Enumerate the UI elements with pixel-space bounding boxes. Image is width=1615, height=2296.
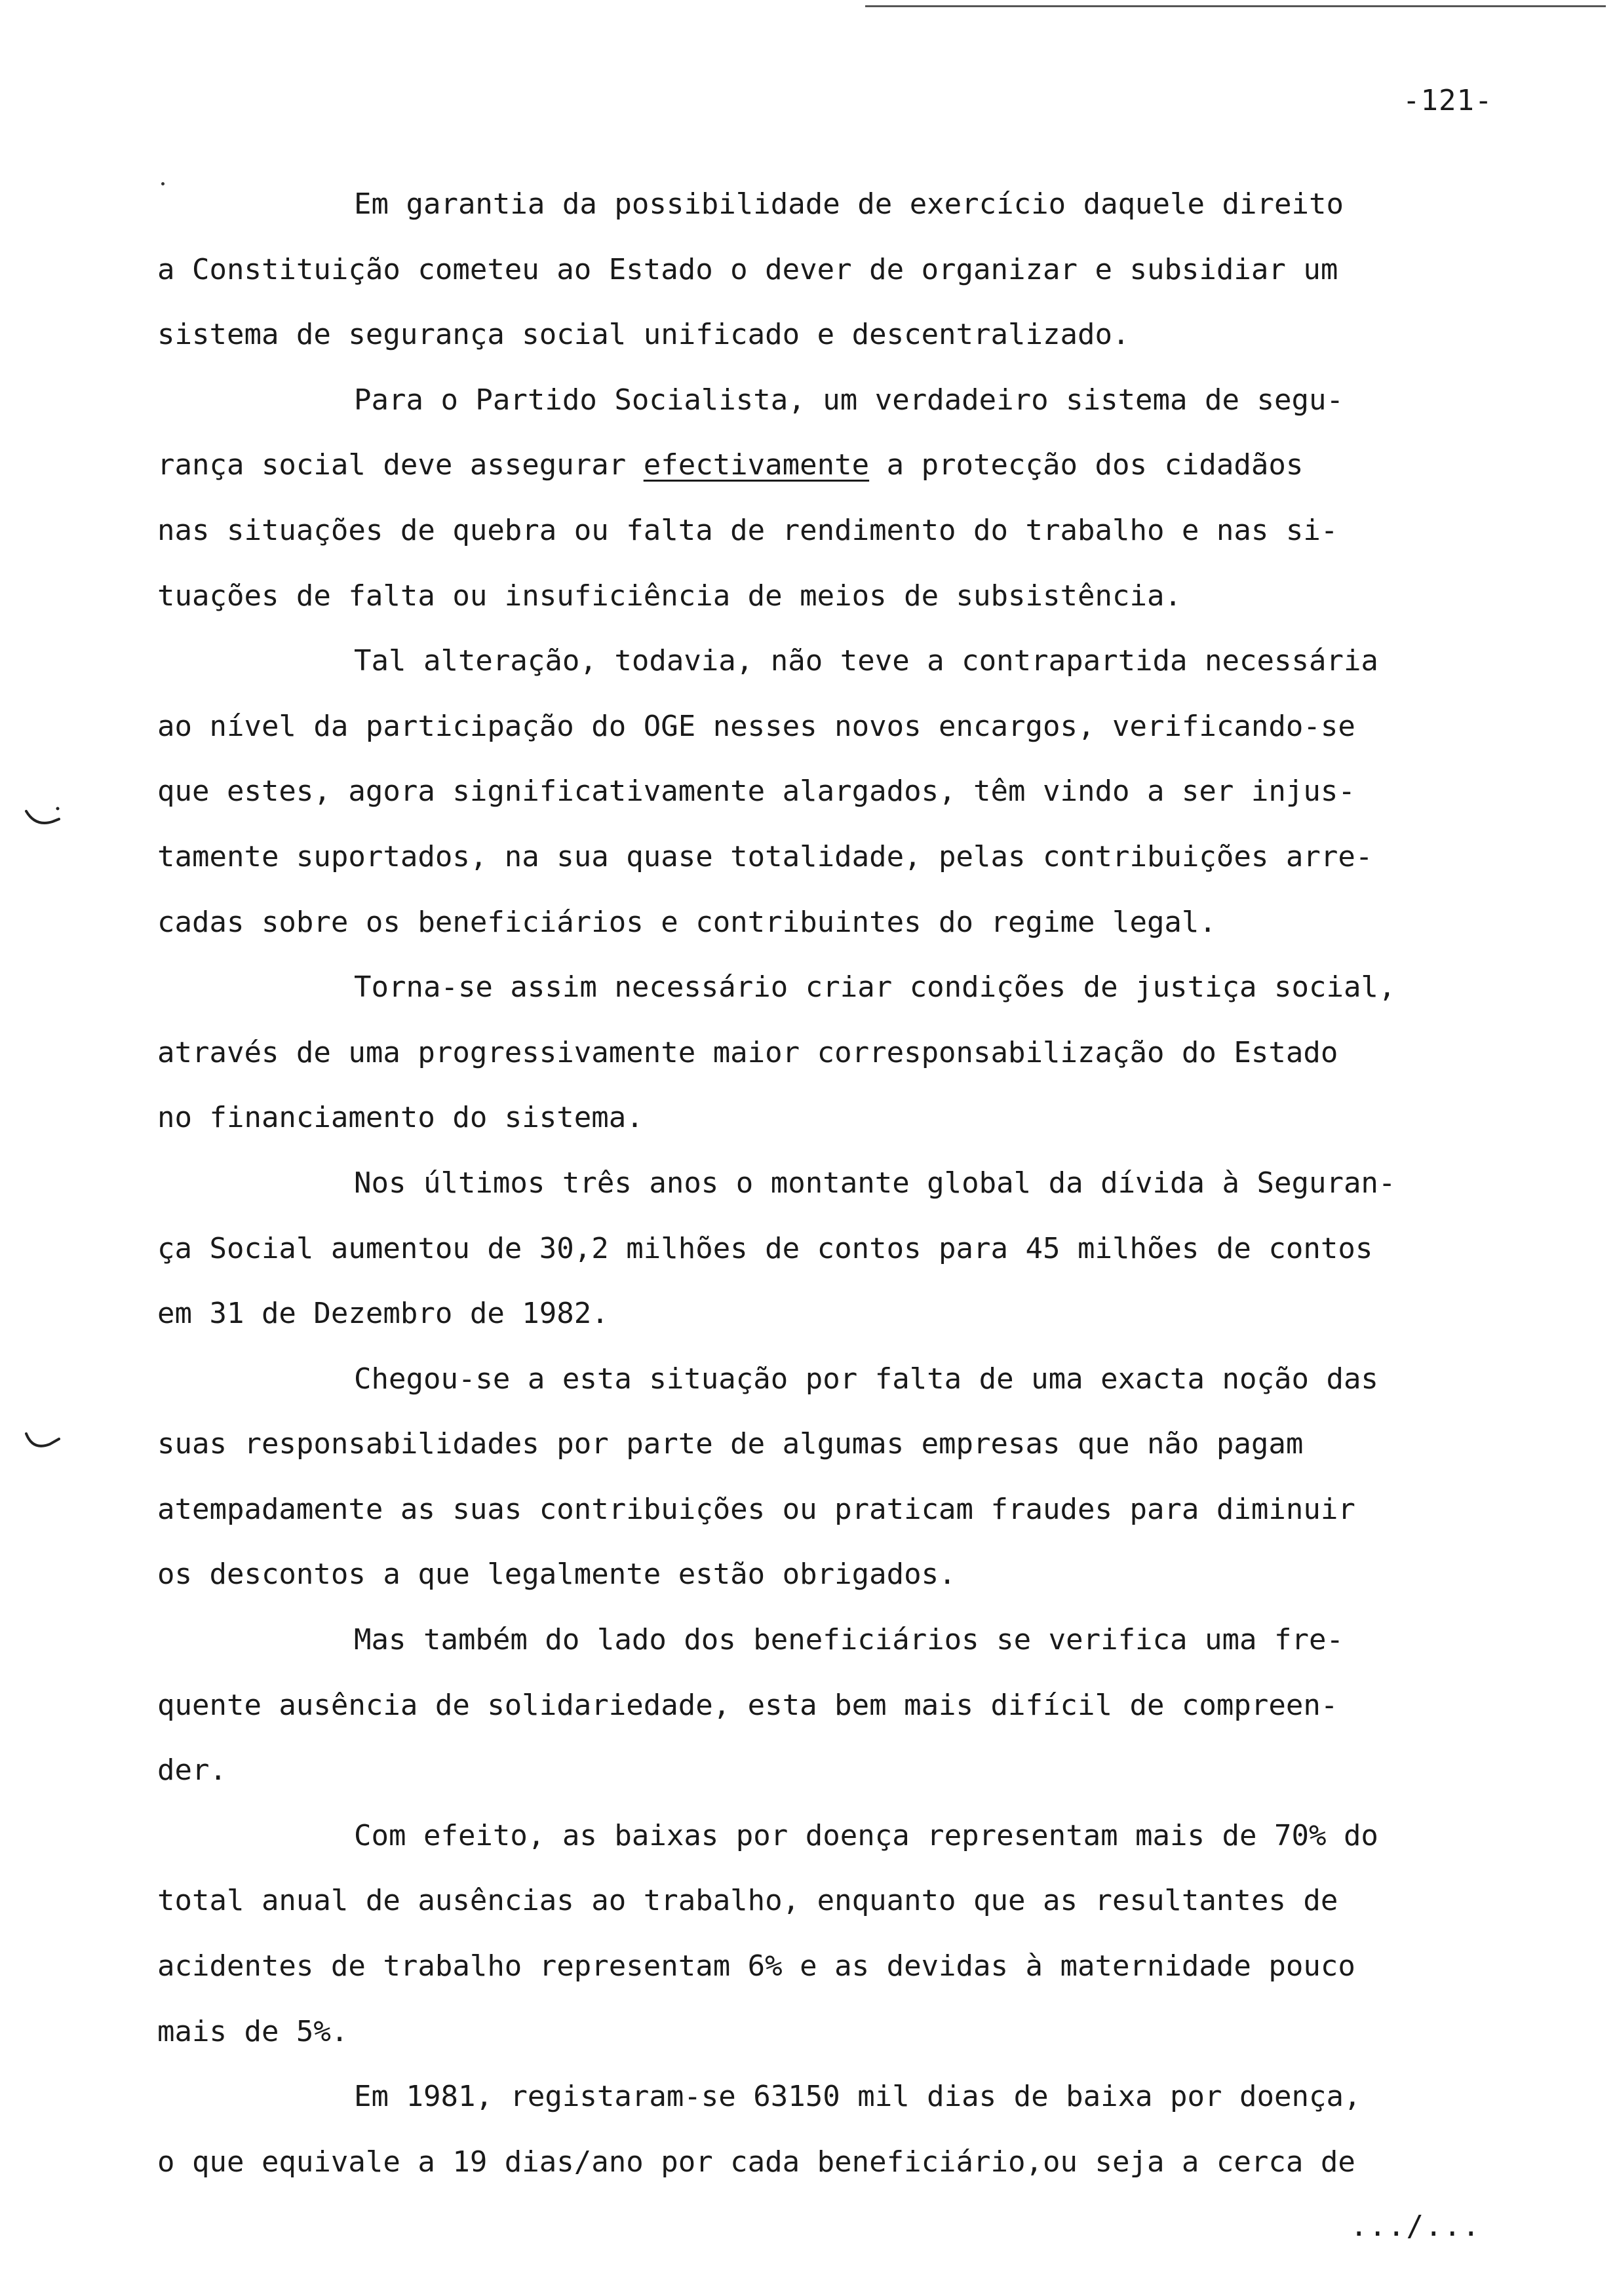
margin-check-mark bbox=[24, 805, 63, 831]
text-line: Para o Partido Socialista, um verdadeiro sistema de segu- bbox=[354, 383, 1344, 417]
page-number: -121- bbox=[1403, 84, 1493, 117]
text-line: Nos últimos três anos o montante global da dívida à Seguran- bbox=[354, 1166, 1396, 1200]
text-line: Em garantia da possibilidade de exercício daquele direito bbox=[354, 187, 1344, 221]
text-line: em 31 de Dezembro de 1982. bbox=[157, 1297, 609, 1331]
text-line: através de uma progressivamente maior corresponsabilização do Estado bbox=[157, 1035, 1338, 1069]
text-line: suas responsabilidades por parte de algumas empresas que não pagam bbox=[157, 1427, 1304, 1461]
text-line: Com efeito, as baixas por doença representam mais de 70% do bbox=[354, 1818, 1378, 1852]
text-line: total anual de ausências ao trabalho, enquanto que as resultantes de bbox=[157, 1884, 1338, 1918]
text-line: atempadamente as suas contribuições ou praticam fraudes para diminuir bbox=[157, 1492, 1355, 1526]
text-line: Tal alteração, todavia, não teve a contrapartida necessária bbox=[354, 644, 1378, 678]
text-line: Torna-se assim necessário criar condições de justiça social, bbox=[354, 970, 1396, 1004]
margin-check-mark bbox=[24, 1428, 63, 1455]
text-line: mais de 5%. bbox=[157, 2014, 349, 2048]
text-line: no financiamento do sistema. bbox=[157, 1101, 644, 1135]
paragraph-5 bbox=[157, 1151, 1540, 1347]
text-line: ça Social aumentou de 30,2 milhões de contos para 45 milhões de contos bbox=[157, 1231, 1373, 1265]
top-rule bbox=[865, 5, 1606, 7]
paragraph-2 bbox=[157, 368, 1540, 628]
body-text bbox=[157, 172, 1540, 2194]
paragraph-7 bbox=[157, 1607, 1540, 1803]
text-line: Mas também do lado dos beneficiários se verifica uma fre- bbox=[354, 1623, 1344, 1657]
text-line: os descontos a que legalmente estão obrigados. bbox=[157, 1558, 956, 1592]
text-line: der. bbox=[157, 1753, 227, 1788]
text-line: nas situações de quebra ou falta de rendimento do trabalho e nas si- bbox=[157, 513, 1338, 547]
paragraph-4 bbox=[157, 955, 1540, 1151]
text-line: Chegou-se a esta situação por falta de uma exacta noção das bbox=[354, 1362, 1378, 1396]
paragraph-8 bbox=[157, 1803, 1540, 2064]
text-line: Em 1981, registaram-se 63150 mil dias de baixa por doença, bbox=[354, 2080, 1361, 2114]
text-segment: rança social deve assegurar bbox=[157, 448, 644, 482]
text-line: tamente suportados, na sua quase totalidade, pelas contribuições arre- bbox=[157, 839, 1373, 873]
text-line: a Constituição cometeu ao Estado o dever de organizar e subsidiar um bbox=[157, 252, 1338, 286]
continuation-mark: .../... bbox=[1350, 2210, 1481, 2243]
text-line: sistema de segurança social unificado e descentralizado. bbox=[157, 318, 1130, 352]
text-line: que estes, agora significativamente alargados, têm vindo a ser injus- bbox=[157, 775, 1355, 809]
text-line: o que equivale a 19 dias/ano por cada beneficiário,ou seja a cerca de bbox=[157, 2145, 1355, 2179]
text-line: ao nível da participação do OGE nesses novos encargos, verificando-se bbox=[157, 709, 1355, 743]
text-line: tuações de falta ou insuficiência de meios de subsistência. bbox=[157, 579, 1182, 613]
text-line: quente ausência de solidariedade, esta bem mais difícil de compreen- bbox=[157, 1688, 1338, 1722]
paragraph-1 bbox=[157, 172, 1540, 368]
text-line: acidentes de trabalho representam 6% e as devidas à maternidade pouco bbox=[157, 1949, 1355, 1983]
underlined-word: efectivamente bbox=[643, 448, 870, 482]
paragraph-3 bbox=[157, 628, 1540, 955]
text-line: cadas sobre os beneficiários e contribuintes do regime legal. bbox=[157, 905, 1216, 939]
text-line bbox=[157, 432, 1540, 498]
paragraph-9 bbox=[157, 2064, 1540, 2194]
text-segment: a protecção dos cidadãos bbox=[869, 448, 1304, 482]
paragraph-6 bbox=[157, 1347, 1540, 1607]
